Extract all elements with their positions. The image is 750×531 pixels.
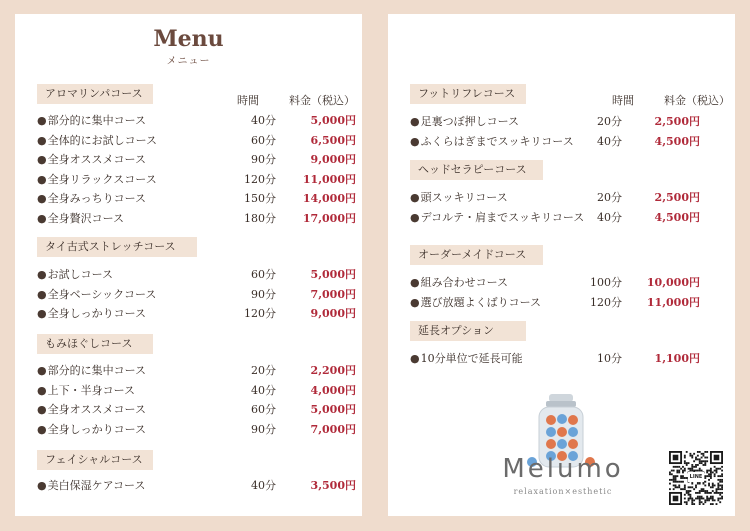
menu-item-time: 120分 [590, 295, 622, 309]
menu-item-price: 5,000円 [310, 268, 356, 281]
menu-item-time: 40分 [251, 479, 276, 492]
menu-item [410, 209, 735, 227]
menu-item-time: 90分 [251, 287, 276, 301]
menu-item-price: 7,000円 [310, 287, 356, 301]
menu-item-time: 60分 [251, 268, 276, 281]
menu-item-price: 2,500円 [654, 191, 700, 204]
menu-item-price: 4,000円 [310, 383, 356, 397]
header-price: 料金（税込） [664, 94, 730, 107]
menu-item-name: ● 上下・半身コース [37, 382, 135, 400]
section-header: オーダーメイドコース [410, 245, 543, 265]
menu-item-price: 9,000円 [310, 307, 356, 320]
menu-item-name: ● 全身しっかりコース [37, 421, 146, 439]
right-menu-panel [388, 14, 735, 516]
menu-item [410, 294, 735, 312]
page-subtitle: メニュー [166, 56, 211, 67]
menu-item-name: ● 部分的に集中コース [37, 362, 146, 380]
section-header: ヘッドセラピーコース [410, 160, 543, 180]
menu-item [37, 132, 362, 150]
page-title: Menu [153, 26, 224, 52]
menu-item-price: 10,000円 [646, 276, 700, 289]
menu-item-name: ● 全身オススメコース [37, 401, 146, 419]
menu-item-time: 90分 [251, 153, 276, 166]
menu-item-time: 90分 [251, 422, 276, 436]
section-header: タイ古式ストレッチコース [37, 237, 197, 257]
menu-item [410, 133, 735, 151]
menu-item [410, 113, 735, 131]
menu-item-price: 7,000円 [310, 422, 356, 436]
menu-item-name: ● 組み合わせコース [410, 274, 508, 292]
section-header: アロマリンパコース [37, 84, 153, 104]
menu-item-price: 4,500円 [654, 134, 700, 148]
menu-item-name: ● 足裏つぼ押しコース [410, 113, 519, 131]
section-header: 延長オプション [410, 321, 526, 341]
menu-item-name: ● 美白保湿ケアコース [37, 477, 146, 495]
menu-item-price: 2,500円 [654, 115, 700, 128]
menu-item-name: ● デコルテ・肩までスッキリコース [410, 209, 584, 227]
menu-item-name: ● 全身みっちりコース [37, 190, 146, 208]
section-header: フェイシャルコース [37, 450, 153, 470]
menu-item [37, 266, 362, 284]
menu-item-time: 60分 [251, 133, 276, 147]
menu-item-time: 10分 [597, 352, 622, 365]
menu-item-name: ● 全身リラックスコース [37, 171, 157, 189]
menu-item-time: 20分 [597, 115, 622, 128]
menu-item-price: 11,000円 [646, 295, 700, 309]
menu-item-price: 6,500円 [310, 133, 356, 147]
menu-item [37, 190, 362, 208]
line-badge: LINE [689, 474, 703, 480]
menu-item-time: 180分 [244, 211, 276, 225]
menu-item-price: 17,000円 [302, 211, 356, 225]
section-header: フットリフレコース [410, 84, 526, 104]
menu-item-name: ● 部分的に集中コース [37, 112, 146, 130]
menu-item-name: ● 全体的にお試しコース [37, 132, 157, 150]
menu-item [37, 210, 362, 228]
menu-item-time: 40分 [597, 210, 622, 224]
header-time: 時間 [237, 94, 259, 107]
menu-item-price: 3,500円 [310, 479, 356, 492]
menu-item-name: ● 10分単位で延長可能 [410, 350, 523, 368]
menu-item-price: 4,500円 [654, 210, 700, 224]
menu-item-name: ● 全身オススメコース [37, 151, 146, 169]
menu-item-price: 5,000円 [310, 114, 356, 127]
menu-item-name: ● 頭スッキリコース [410, 189, 508, 207]
menu-item [37, 477, 362, 495]
menu-item [410, 350, 735, 368]
menu-item [37, 362, 362, 380]
jar-of-balls-icon [496, 392, 626, 502]
menu-item-name: ● 全身ベーシックコース [37, 286, 156, 304]
menu-item-name: ● 選び放題よくばりコース [410, 294, 541, 312]
menu-item-price: 11,000円 [302, 172, 356, 186]
header-time: 時間 [612, 94, 634, 107]
section-header: もみほぐしコース [37, 334, 153, 354]
menu-item [37, 151, 362, 169]
menu-item [37, 112, 362, 130]
header-price: 料金（税込） [289, 94, 355, 107]
menu-item [37, 286, 362, 304]
menu-item-time: 40分 [251, 383, 276, 397]
brand-tagline: relaxation×esthetic [513, 487, 613, 496]
menu-item-time: 100分 [590, 276, 622, 289]
menu-item [37, 171, 362, 189]
menu-item-price: 1,100円 [654, 352, 700, 365]
menu-item-time: 150分 [244, 192, 276, 205]
menu-item [410, 274, 735, 292]
menu-item [37, 382, 362, 400]
menu-item [37, 421, 362, 439]
menu-item-name: ● ふくらはぎまでスッキリコース [410, 133, 574, 151]
menu-item-name: ● 全身贅沢コース [37, 210, 124, 228]
left-menu-panel [15, 14, 362, 516]
menu-item-price: 5,000円 [310, 403, 356, 416]
menu-item-time: 20分 [597, 191, 622, 204]
menu-item-price: 2,200円 [310, 364, 356, 377]
menu-item-price: 9,000円 [310, 153, 356, 166]
menu-item-time: 120分 [244, 307, 276, 320]
menu-item [37, 401, 362, 419]
menu-item-time: 40分 [251, 114, 276, 127]
menu-item-name: ● お試しコース [37, 266, 113, 284]
menu-item-time: 20分 [251, 364, 276, 377]
menu-item [410, 189, 735, 207]
menu-item-price: 14,000円 [302, 192, 356, 205]
brand-name: Melumo [502, 454, 624, 484]
menu-item-time: 60分 [251, 403, 276, 416]
menu-item-time: 120分 [244, 172, 276, 186]
menu-item [37, 305, 362, 323]
menu-item-name: ● 全身しっかりコース [37, 305, 146, 323]
menu-item-time: 40分 [597, 134, 622, 148]
